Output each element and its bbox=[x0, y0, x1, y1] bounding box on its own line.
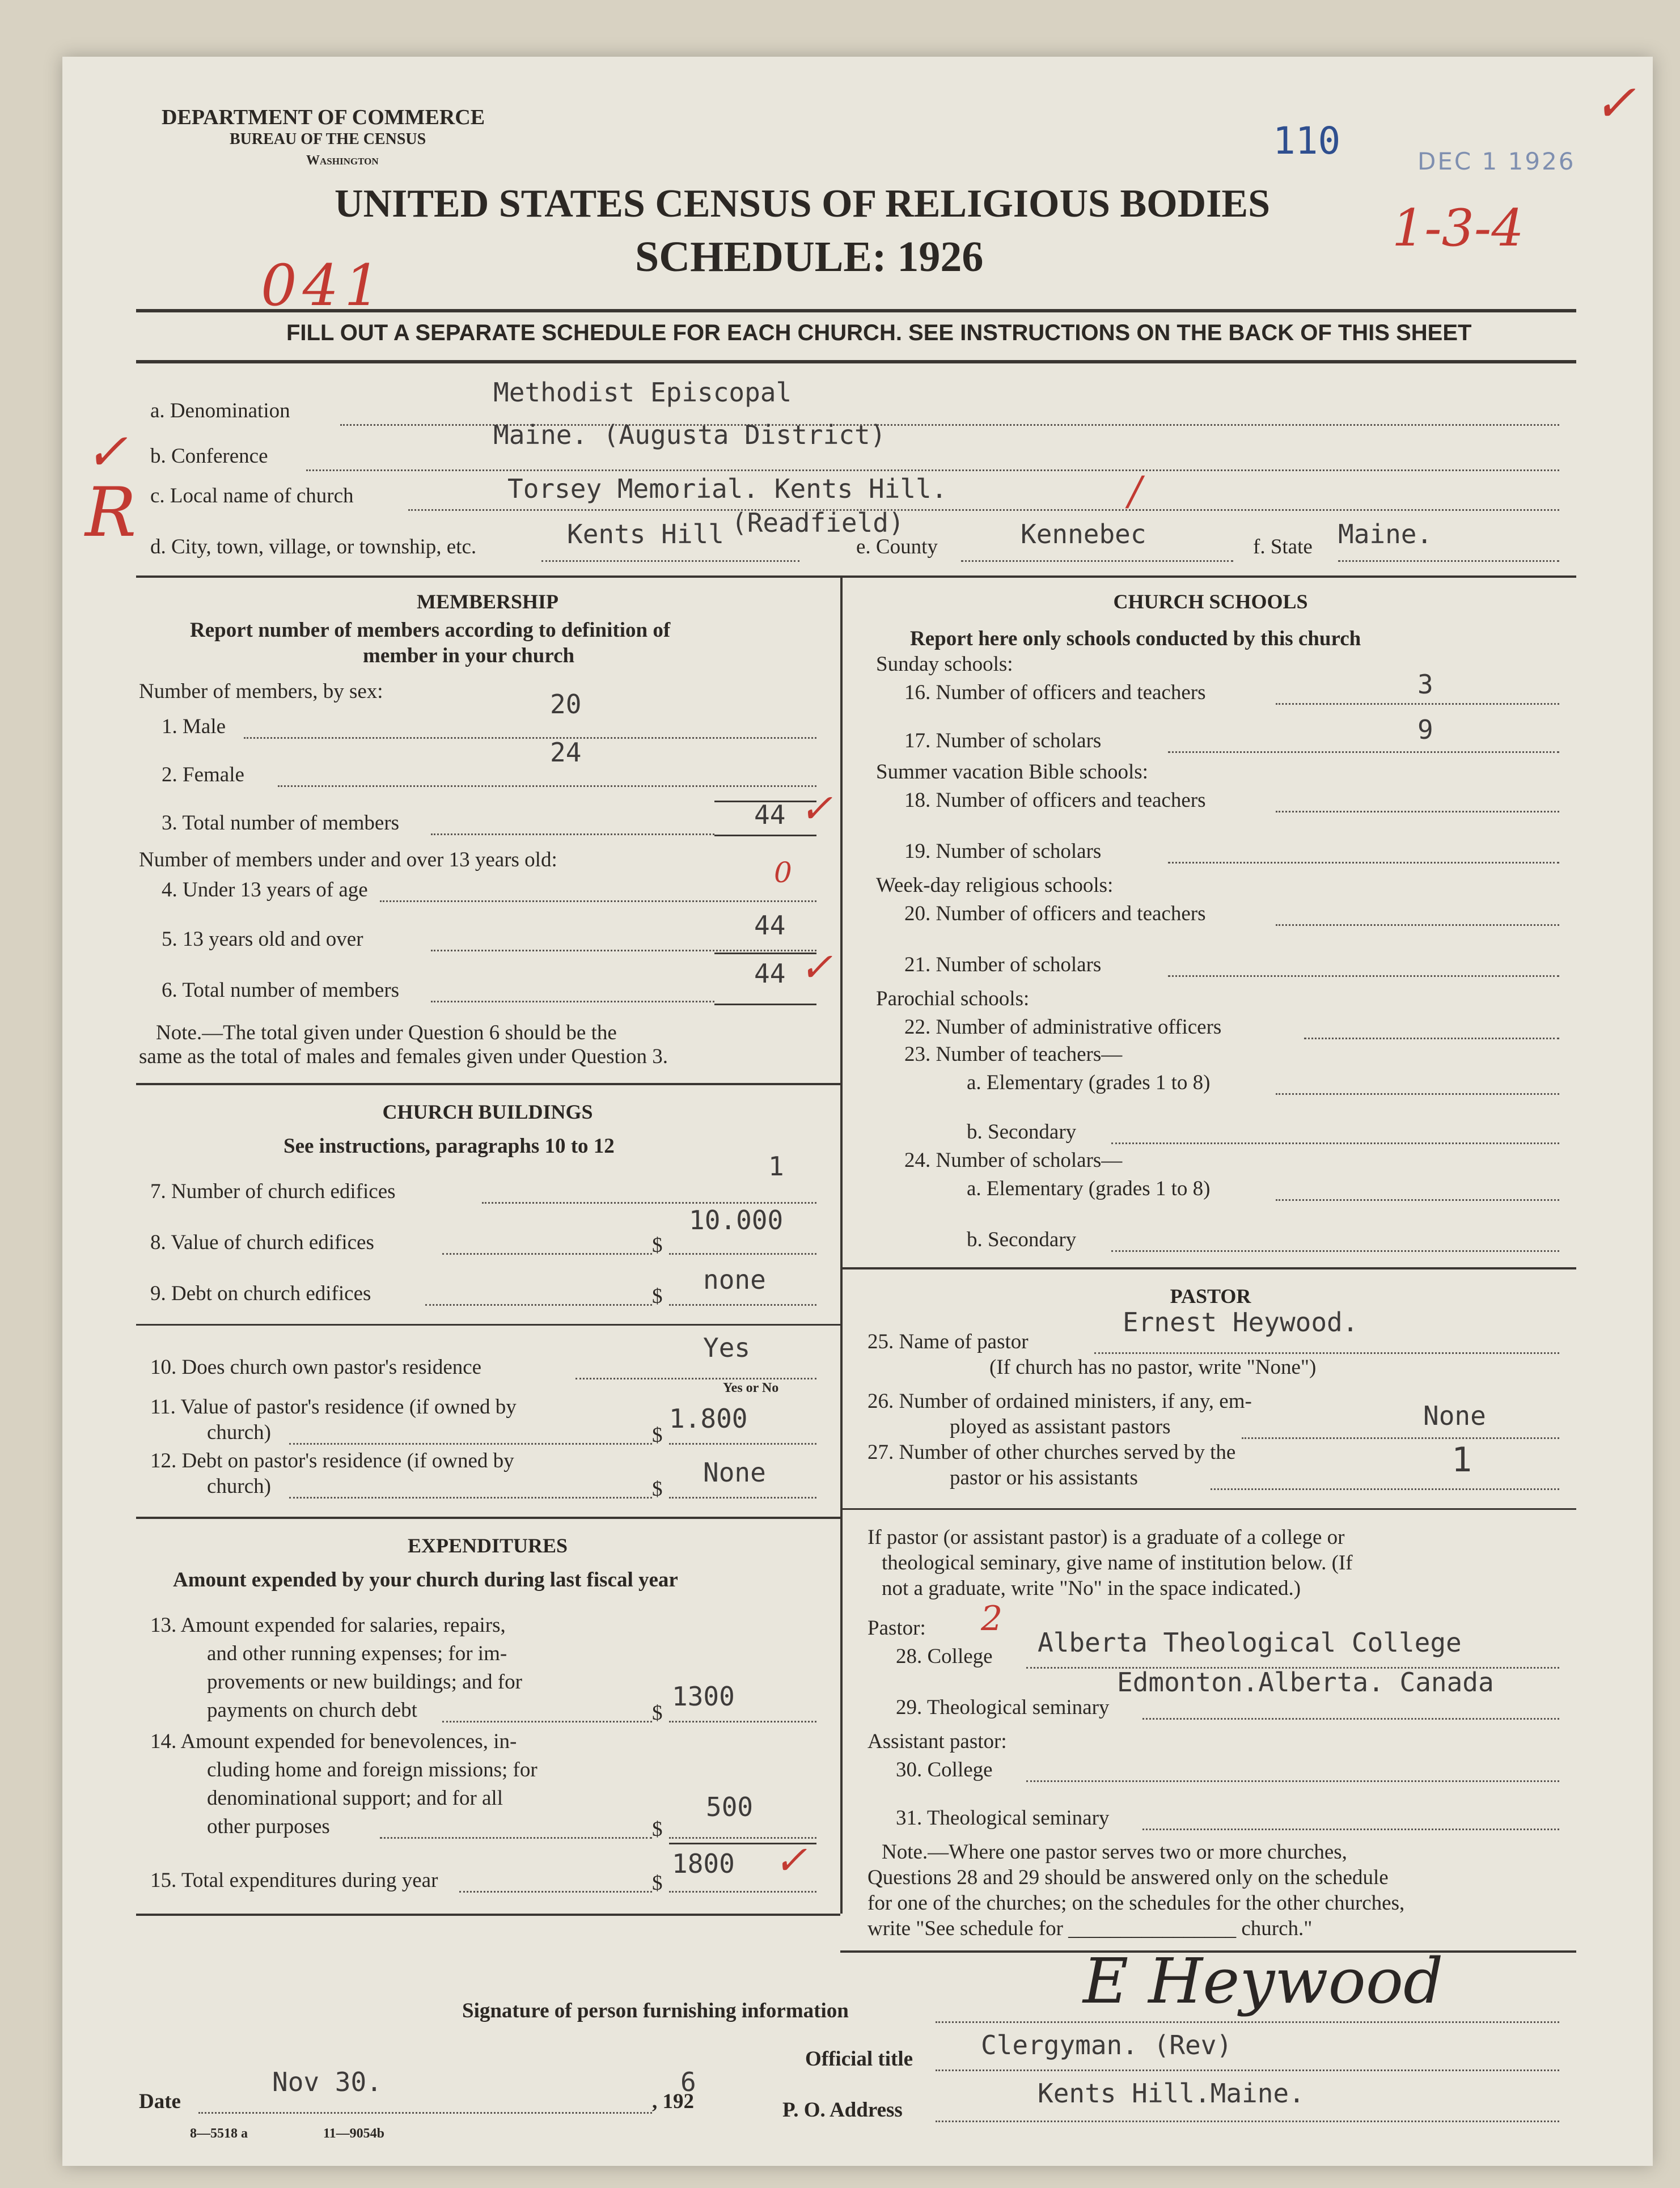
fill-line bbox=[289, 1443, 652, 1445]
expenditures-subheading: Amount expended by your church during last fiscal year bbox=[173, 1568, 678, 1592]
pastor-note-4: write "See schedule for ________________ church." bbox=[867, 1917, 1313, 1940]
q25-note: (If church has no pastor, write "None") bbox=[989, 1356, 1317, 1379]
q13-label: 13. Amount expended for salaries, repairs, bbox=[150, 1614, 506, 1637]
q10-label: 10. Does church own pastor's residence bbox=[150, 1356, 482, 1379]
q3-label: 3. Total number of members bbox=[162, 811, 400, 835]
stamp-number: 110 bbox=[1273, 119, 1341, 163]
dollar-sign: $ bbox=[652, 1234, 663, 1257]
yes-no-hint: Yes or No bbox=[723, 1381, 779, 1395]
college-value: Alberta Theological College bbox=[1038, 1627, 1462, 1658]
q17-label: 17. Number of scholars bbox=[904, 729, 1102, 752]
fill-line bbox=[1094, 1352, 1559, 1354]
q23b-label: b. Secondary bbox=[967, 1120, 1077, 1144]
q7-value: 1 bbox=[768, 1151, 784, 1182]
q16-value: 3 bbox=[1417, 669, 1433, 700]
weekday-schools-label: Week-day religious schools: bbox=[876, 874, 1114, 897]
church-name-value: Torsey Memorial. Kents Hill. bbox=[507, 473, 947, 504]
graduate-instruction-2: theological seminary, give name of institution below. (If bbox=[882, 1551, 1353, 1575]
q13-label-4: payments on church debt bbox=[207, 1699, 417, 1722]
q6-label: 6. Total number of members bbox=[162, 979, 400, 1002]
assistant-pastor-label: Assistant pastor: bbox=[867, 1730, 1007, 1753]
conference-value: Maine. (Augusta District) bbox=[493, 420, 886, 450]
fill-line bbox=[408, 509, 1559, 511]
city-town-label: d. City, town, village, or township, etc. bbox=[150, 535, 477, 558]
dollar-sign: $ bbox=[652, 1702, 663, 1725]
q5-value: 44 bbox=[754, 910, 786, 941]
q11-value: 1.800 bbox=[669, 1403, 748, 1434]
fill-line bbox=[1142, 1829, 1559, 1830]
q24b-label: b. Secondary bbox=[967, 1228, 1077, 1251]
received-date-stamp: DEC 1 1926 bbox=[1417, 147, 1576, 175]
schedule-title: SCHEDULE: 1926 bbox=[635, 233, 984, 281]
date-value: Nov 30. bbox=[272, 2067, 382, 2097]
pastor-note: Note.—Where one pastor serves two or more churches, bbox=[882, 1840, 1347, 1864]
fill-line bbox=[1276, 1093, 1559, 1095]
fill-line bbox=[1142, 1718, 1559, 1720]
print-number: 11—9054b bbox=[323, 2126, 385, 2141]
pastor-note-3: for one of the churches; on the schedules for the other churches, bbox=[867, 1891, 1405, 1915]
signature-value: E Heywood bbox=[1083, 1945, 1444, 2017]
po-address-value: Kents Hill.Maine. bbox=[1038, 2078, 1305, 2109]
rule bbox=[840, 1508, 1576, 1510]
q28-label: 28. College bbox=[896, 1645, 993, 1668]
column-divider bbox=[840, 575, 843, 1914]
dollar-sign: $ bbox=[652, 1478, 663, 1501]
fill-line bbox=[936, 2121, 1559, 2122]
state-label: f. State bbox=[1253, 535, 1313, 558]
graduate-instruction: If pastor (or assistant pastor) is a graduate of a college or bbox=[867, 1526, 1345, 1549]
q26-value: None bbox=[1423, 1400, 1486, 1431]
q18-label: 18. Number of officers and teachers bbox=[904, 789, 1206, 812]
fill-line bbox=[669, 1497, 816, 1499]
q9-value: none bbox=[703, 1264, 766, 1295]
q31-label: 31. Theological seminary bbox=[896, 1806, 1110, 1830]
members-by-sex-label: Number of members, by sex: bbox=[139, 680, 383, 703]
rule bbox=[840, 1267, 1576, 1269]
fill-line bbox=[1026, 1780, 1559, 1782]
fill-line bbox=[278, 785, 816, 787]
fill-line bbox=[306, 469, 1559, 471]
rule bbox=[136, 1324, 840, 1326]
fill-line bbox=[669, 1721, 816, 1723]
form-title: UNITED STATES CENSUS OF RELIGIOUS BODIES bbox=[335, 182, 1271, 226]
check-mark-icon: ✓ bbox=[799, 785, 833, 832]
pastor-sub-label: Pastor: bbox=[867, 1616, 926, 1640]
q2-label: 2. Female bbox=[162, 763, 244, 786]
bureau-label: BUREAU OF THE CENSUS bbox=[230, 130, 426, 148]
city-label: Washington bbox=[306, 153, 379, 168]
check-mark-icon: ✓ bbox=[799, 944, 833, 991]
official-title-label: Official title bbox=[805, 2047, 913, 2071]
fill-line bbox=[541, 560, 799, 562]
q26-label: 26. Number of ordained ministers, if any, em- bbox=[867, 1390, 1252, 1413]
q4-value: 0 bbox=[774, 856, 792, 889]
q11-label: 11. Value of pastor's residence (if owned by bbox=[150, 1395, 517, 1419]
fill-line bbox=[669, 1443, 816, 1445]
total-rule bbox=[714, 835, 816, 836]
rule bbox=[136, 360, 1576, 363]
department-label: DEPARTMENT OF COMMERCE bbox=[162, 105, 485, 129]
membership-subheading: Report number of members according to definition of bbox=[190, 619, 671, 642]
buildings-heading: CHURCH BUILDINGS bbox=[382, 1101, 593, 1123]
q25-label: 25. Name of pastor bbox=[867, 1330, 1029, 1353]
check-mark-icon: ✓ bbox=[1593, 74, 1636, 133]
rule bbox=[136, 1517, 840, 1519]
q10-value: Yes bbox=[703, 1332, 751, 1363]
fill-line bbox=[1111, 1250, 1559, 1252]
rule bbox=[136, 309, 1576, 312]
q30-label: 30. College bbox=[896, 1758, 993, 1781]
q14-label-2: cluding home and foreign missions; for bbox=[207, 1758, 538, 1781]
q11-label-2: church) bbox=[207, 1421, 271, 1444]
fill-line bbox=[380, 900, 816, 902]
date-label: Date bbox=[139, 2090, 181, 2113]
fill-line bbox=[380, 1837, 652, 1839]
fill-line bbox=[961, 560, 1233, 562]
fill-line bbox=[482, 1202, 816, 1204]
city-town-value: Kents Hill bbox=[567, 519, 724, 549]
year-value: 6 bbox=[680, 2067, 696, 2097]
q24-label: 24. Number of scholars— bbox=[904, 1149, 1123, 1172]
parochial-schools-label: Parochial schools: bbox=[876, 987, 1030, 1010]
church-name-label: c. Local name of church bbox=[150, 484, 354, 507]
q27-label-2: pastor or his assistants bbox=[950, 1466, 1138, 1489]
form-number: 8—5518 a bbox=[190, 2126, 248, 2141]
q13-label-3: provements or new buildings; and for bbox=[207, 1670, 522, 1694]
q2-value: 24 bbox=[550, 737, 582, 768]
dollar-sign: $ bbox=[652, 1872, 663, 1895]
fill-line bbox=[442, 1253, 652, 1255]
rule bbox=[136, 575, 1576, 578]
schools-subheading: Report here only schools conducted by this church bbox=[910, 627, 1361, 650]
q13-value: 1300 bbox=[672, 1681, 735, 1712]
fill-line bbox=[1211, 1488, 1559, 1490]
fill-line bbox=[1111, 1142, 1559, 1144]
fill-line bbox=[442, 1721, 652, 1723]
q23-label: 23. Number of teachers— bbox=[904, 1043, 1123, 1066]
fill-line bbox=[431, 950, 816, 951]
year-prefix: , 192 bbox=[652, 2090, 694, 2113]
fill-line bbox=[289, 1497, 652, 1499]
q7-label: 7. Number of church edifices bbox=[150, 1180, 396, 1203]
age-label: Number of members under and over 13 years old: bbox=[139, 848, 557, 871]
total-rule bbox=[714, 1004, 816, 1005]
fill-line bbox=[1276, 924, 1559, 926]
fill-line bbox=[669, 1891, 816, 1893]
pastor-name-value: Ernest Heywood. bbox=[1123, 1307, 1359, 1338]
q17-value: 9 bbox=[1417, 714, 1433, 745]
q9-label: 9. Debt on church edifices bbox=[150, 1282, 371, 1305]
q24a-label: a. Elementary (grades 1 to 8) bbox=[967, 1177, 1211, 1200]
q14-label-4: other purposes bbox=[207, 1815, 330, 1838]
q12-label-2: church) bbox=[207, 1475, 271, 1498]
handwritten-mark: 2 bbox=[981, 1599, 1003, 1639]
summer-schools-label: Summer vacation Bible schools: bbox=[876, 760, 1148, 784]
signature-label: Signature of person furnishing information bbox=[462, 1999, 849, 2022]
fill-line bbox=[1168, 862, 1559, 864]
fill-line bbox=[459, 1891, 652, 1893]
q16-label: 16. Number of officers and teachers bbox=[904, 681, 1206, 704]
fill-line bbox=[431, 833, 714, 835]
fill-line bbox=[669, 1304, 816, 1306]
q4-label: 4. Under 13 years of age bbox=[162, 878, 368, 902]
fill-line bbox=[1168, 975, 1559, 977]
fill-line bbox=[936, 2021, 1559, 2023]
fill-line bbox=[936, 2069, 1559, 2071]
q6-value: 44 bbox=[754, 958, 786, 989]
fill-out-instruction: FILL OUT A SEPARATE SCHEDULE FOR EACH CHURCH. SEE INSTRUCTIONS ON THE BACK OF THIS SHEET bbox=[286, 320, 1472, 345]
buildings-subheading: See instructions, paragraphs 10 to 12 bbox=[283, 1135, 615, 1158]
q27-value: 1 bbox=[1452, 1440, 1472, 1480]
po-address-label: P. O. Address bbox=[782, 2098, 903, 2122]
q20-label: 20. Number of officers and teachers bbox=[904, 902, 1206, 925]
fill-line bbox=[1304, 1038, 1559, 1039]
pastor-note-2: Questions 28 and 29 should be answered only on the schedule bbox=[867, 1866, 1389, 1889]
rule bbox=[136, 1914, 840, 1916]
q15-label: 15. Total expenditures during year bbox=[150, 1869, 438, 1892]
conference-label: b. Conference bbox=[150, 445, 268, 468]
fill-line bbox=[1276, 703, 1559, 705]
fill-line bbox=[1338, 560, 1559, 562]
fill-line bbox=[1242, 1437, 1559, 1439]
q29-label: 29. Theological seminary bbox=[896, 1696, 1110, 1719]
handwritten-number: 041 bbox=[261, 252, 386, 319]
membership-heading: MEMBERSHIP bbox=[416, 590, 558, 613]
official-title-value: Clergyman. (Rev) bbox=[981, 2030, 1233, 2060]
schools-heading: CHURCH SCHOOLS bbox=[1113, 590, 1308, 613]
q12-label: 12. Debt on pastor's residence (if owned by bbox=[150, 1449, 514, 1472]
fill-line bbox=[244, 737, 816, 739]
q8-value: 10.000 bbox=[689, 1205, 784, 1235]
college-value-2: Edmonton.Alberta. Canada bbox=[1117, 1667, 1494, 1698]
check-mark-icon: ✓ bbox=[85, 422, 128, 482]
graduate-instruction-3: not a graduate, write "No" in the space indicated.) bbox=[882, 1577, 1301, 1600]
expenditures-heading: EXPENDITURES bbox=[407, 1534, 568, 1557]
q15-value: 1800 bbox=[672, 1848, 735, 1879]
fill-line bbox=[431, 1001, 714, 1002]
check-mark-icon: ✓ bbox=[774, 1837, 807, 1884]
membership-note: Note.—The total given under Question 6 should be the bbox=[156, 1021, 617, 1044]
census-schedule-sheet bbox=[62, 57, 1653, 2166]
fill-line bbox=[1276, 1199, 1559, 1201]
county-label: e. County bbox=[856, 535, 938, 558]
q21-label: 21. Number of scholars bbox=[904, 953, 1102, 976]
fill-line bbox=[575, 1378, 816, 1379]
q3-value: 44 bbox=[754, 799, 786, 830]
rule bbox=[136, 1083, 840, 1085]
q26-label-2: ployed as assistant pastors bbox=[950, 1415, 1171, 1438]
membership-note-2: same as the total of males and females given under Question 3. bbox=[139, 1045, 668, 1068]
denomination-label: a. Denomination bbox=[150, 399, 290, 422]
membership-subheading-2: member in your church bbox=[363, 644, 575, 667]
fill-line bbox=[1276, 811, 1559, 812]
q27-label: 27. Number of other churches served by the bbox=[867, 1441, 1236, 1464]
q14-value: 500 bbox=[706, 1792, 754, 1822]
state-value: Maine. bbox=[1338, 519, 1433, 549]
q22-label: 22. Number of administrative officers bbox=[904, 1015, 1222, 1039]
fill-line bbox=[425, 1304, 652, 1306]
city-town-extra: (Readfield) bbox=[731, 507, 904, 538]
q1-label: 1. Male bbox=[162, 715, 226, 738]
dollar-sign: $ bbox=[652, 1285, 663, 1308]
handwritten-code: 1-3-4 bbox=[1392, 198, 1524, 258]
fill-line bbox=[669, 1253, 816, 1255]
q8-label: 8. Value of church edifices bbox=[150, 1231, 374, 1254]
dollar-sign: $ bbox=[652, 1818, 663, 1841]
handwritten-r-mark: R bbox=[85, 473, 137, 552]
fill-line bbox=[198, 2112, 652, 2114]
q19-label: 19. Number of scholars bbox=[904, 840, 1102, 863]
county-value: Kennebec bbox=[1021, 519, 1146, 549]
dollar-sign: $ bbox=[652, 1424, 663, 1447]
sunday-schools-label: Sunday schools: bbox=[876, 653, 1013, 676]
q23a-label: a. Elementary (grades 1 to 8) bbox=[967, 1071, 1211, 1094]
q1-value: 20 bbox=[550, 689, 582, 720]
denomination-value: Methodist Episcopal bbox=[493, 377, 792, 408]
pastor-heading: PASTOR bbox=[1170, 1285, 1251, 1307]
q14-label-3: denominational support; and for all bbox=[207, 1787, 503, 1810]
fill-line bbox=[1168, 751, 1559, 753]
q13-label-2: and other running expenses; for im- bbox=[207, 1642, 507, 1665]
q12-value: None bbox=[703, 1457, 766, 1488]
check-mark-icon: / bbox=[1128, 468, 1142, 514]
q14-label: 14. Amount expended for benevolences, in- bbox=[150, 1730, 517, 1753]
q5-label: 5. 13 years old and over bbox=[162, 928, 363, 951]
